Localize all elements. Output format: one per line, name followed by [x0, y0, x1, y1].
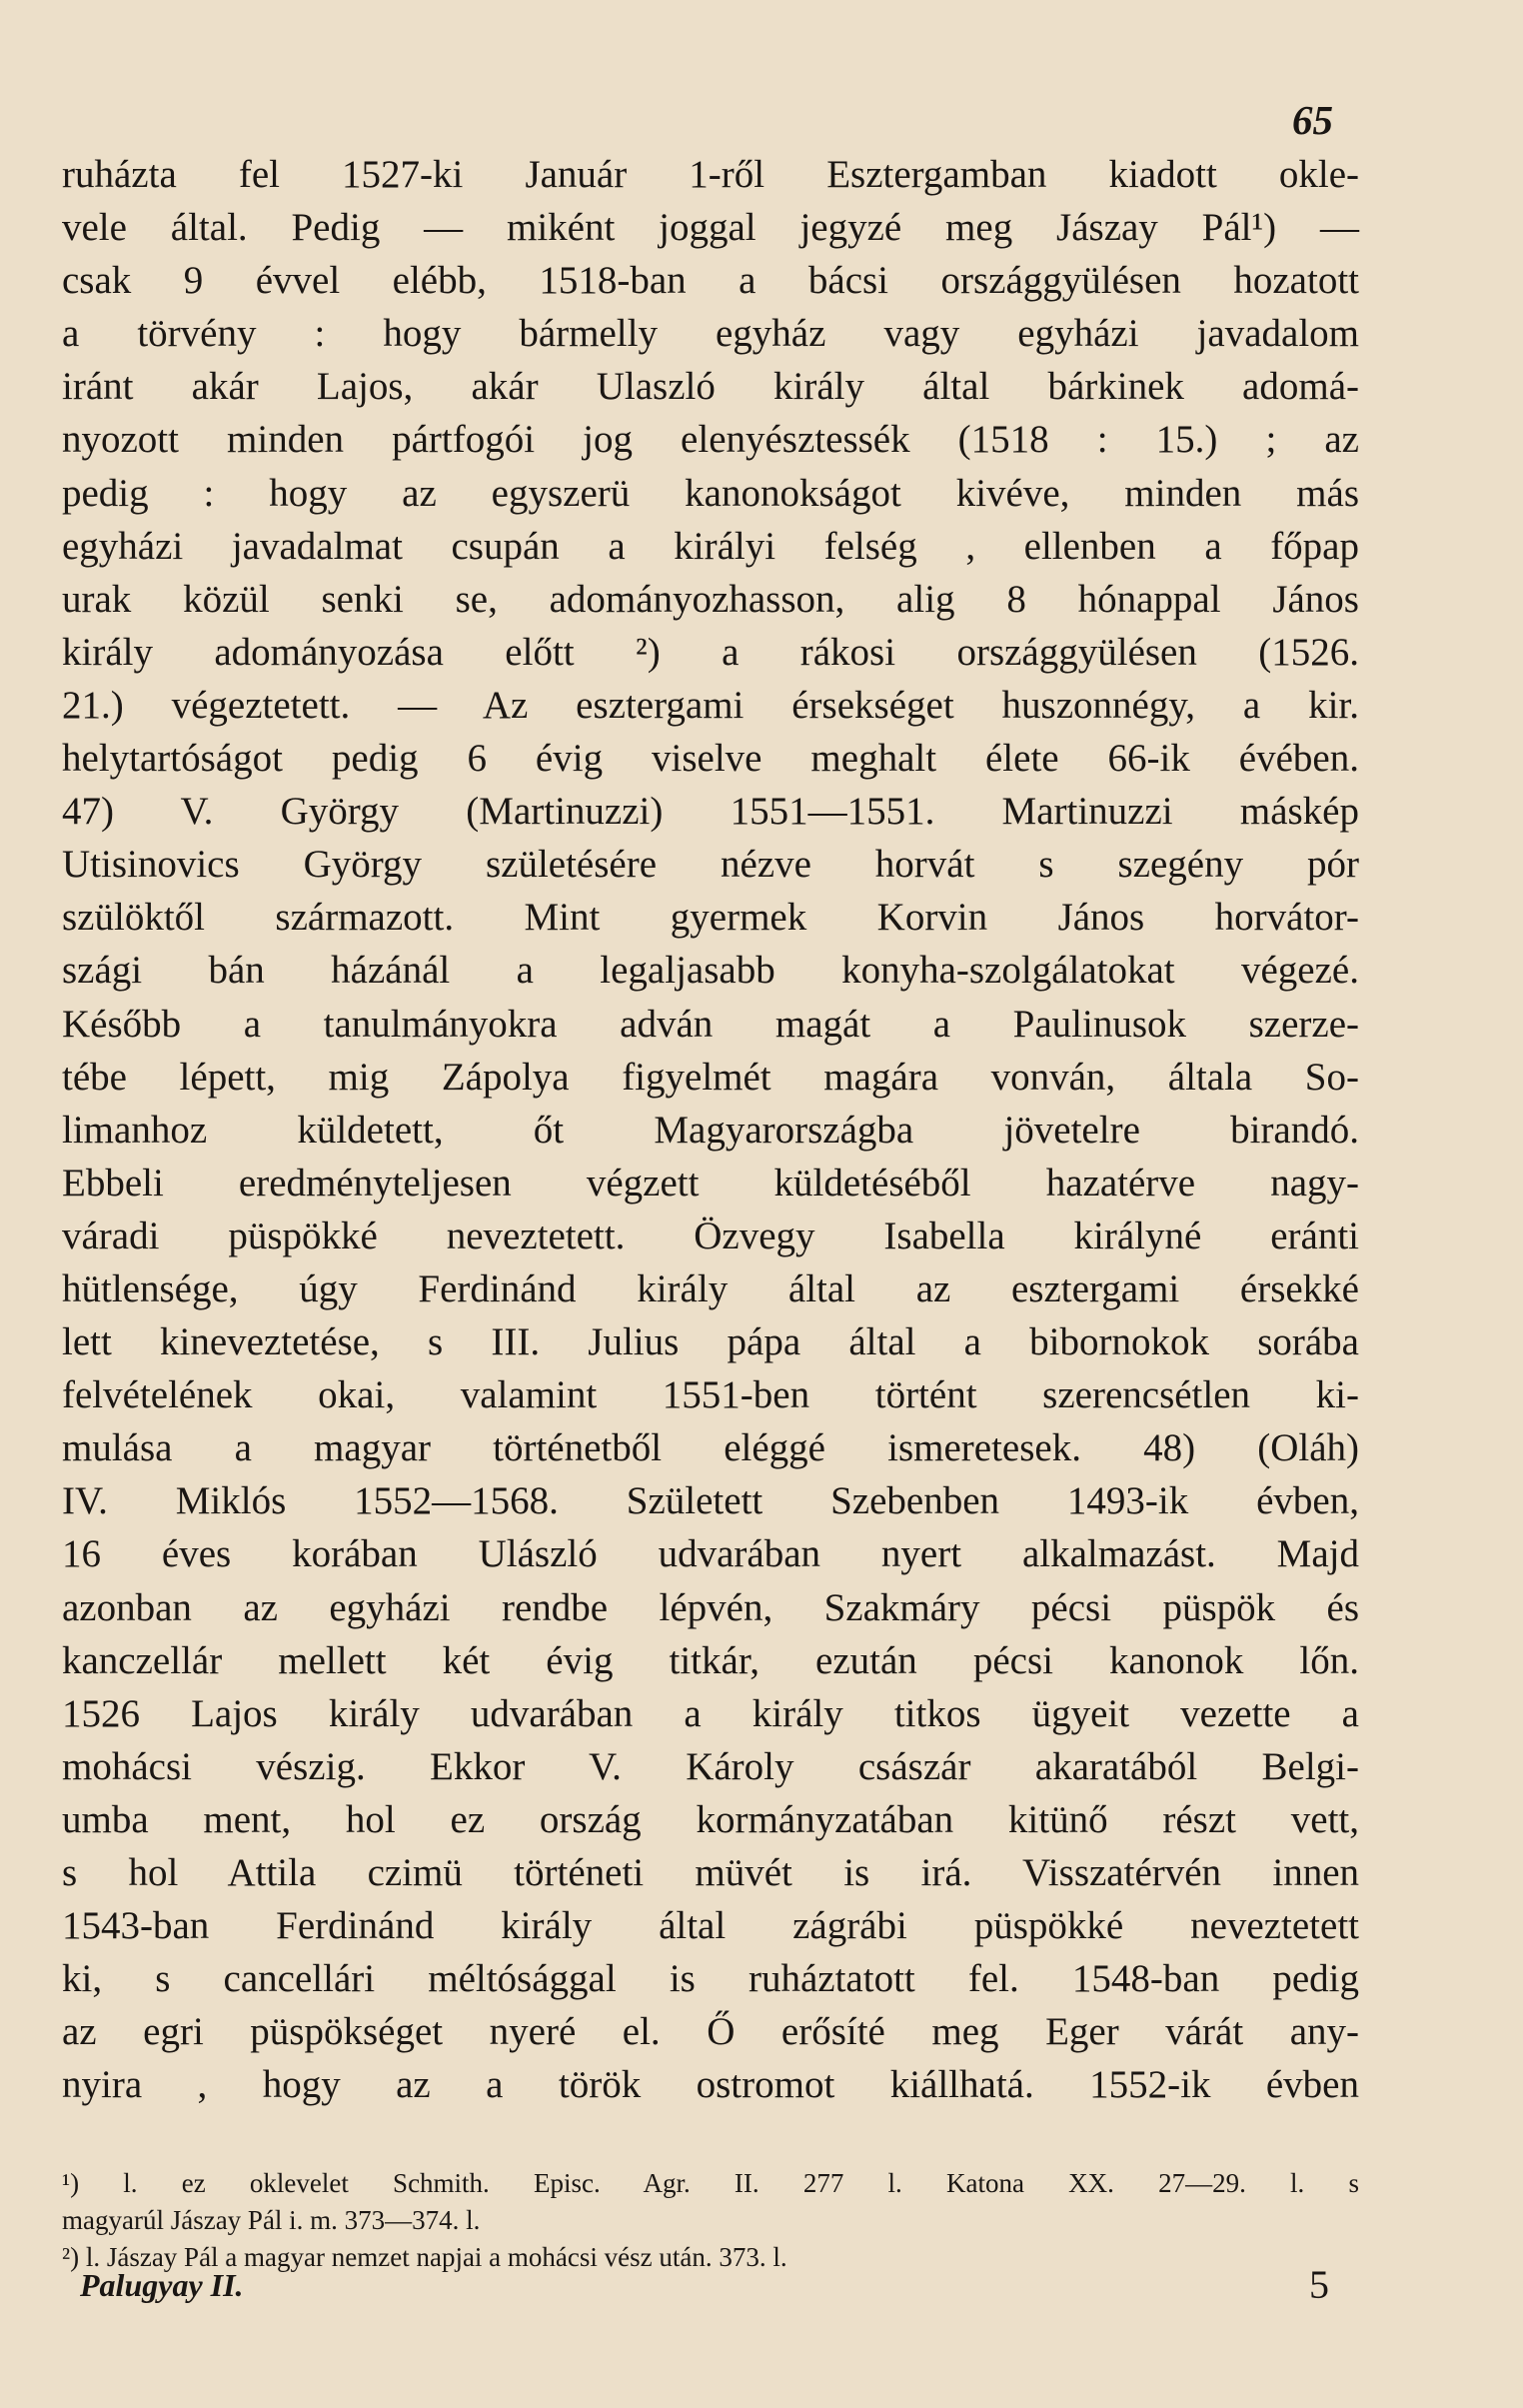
text-line: pedig : hogy az egyszerü kanonokságot kivéve, minden más — [62, 471, 1359, 515]
text-line: szági bán házánál a legaljasabb konyha-szolgálatokat végezé. — [62, 949, 1359, 993]
text-line: IV. Miklós 1552—1568. Született Szebenben 1493-ik évben, — [62, 1479, 1359, 1523]
footnote-line: ¹) l. ez oklevelet Schmith. Episc. Agr. II. 277 l. Katona XX. 27—29. l. s — [62, 2168, 1359, 2198]
text-line: umba ment, hol ez ország kormányzatában kitünő részt vett, — [62, 1797, 1359, 1841]
text-line: mohácsi vészig. Ekkor V. Károly császár akaratából Belgi- — [62, 1744, 1359, 1788]
signature-line — [80, 2261, 1339, 2309]
footnote-line: magyarúl Jászay Pál i. m. 373—374. l. — [62, 2205, 481, 2235]
text-line: nyozott minden pártfogói jog elenyésztessék (1518 : 15.) ; az — [62, 418, 1359, 462]
body-text — [62, 148, 1359, 2111]
footnotes — [62, 2165, 1359, 2276]
text-line: limanhoz küldetett, őt Magyarországba jövetelre birandó. — [62, 1108, 1359, 1152]
text-line: váradi püspökké neveztetett. Özvegy Isabella királyné eránti — [62, 1213, 1359, 1257]
text-line: azonban az egyházi rendbe lépvén, Szakmáry pécsi püspök és — [62, 1585, 1359, 1629]
text-line: az egri püspökséget nyeré el. Ő erősíté meg Eger várát any- — [62, 2010, 1359, 2054]
text-line: a törvény : hogy bármelly egyház vagy egyházi javadalom — [62, 312, 1359, 356]
text-line: 21.) végeztetett. — Az esztergami érsekséget huszonnégy, a kir. — [62, 683, 1359, 727]
text-line: lett kineveztetése, s III. Julius pápa által a bibornokok sorába — [62, 1320, 1359, 1364]
text-line: urak közül senki se, adományozhasson, alig 8 hónappal János — [62, 577, 1359, 621]
text-line: 1543-ban Ferdinánd király által zágrábi püspökké neveztetett — [62, 1904, 1359, 1948]
text-line: Később a tanulmányokra adván magát a Paulinusok szerze- — [62, 1002, 1359, 1046]
page-number: 65 — [1292, 97, 1333, 143]
text-line: 47) V. György (Martinuzzi) 1551—1551. Martinuzzi máskép — [62, 790, 1359, 834]
text-line: ki, s cancellári méltósággal is ruháztatott fel. 1548-ban pedig — [62, 1957, 1359, 2001]
text-line: helytartóságot pedig 6 évig viselve meghalt élete 66-ik évében. — [62, 737, 1359, 781]
text-line: nyira , hogy az a török ostromot kiállhatá. 1552-ik évben — [62, 2063, 1359, 2107]
text-line: egyházi javadalmat csupán a királyi felség , ellenben a főpap — [62, 524, 1359, 568]
text-line: Ebbeli eredményteljesen végzett küldetéséből hazatérve nagy- — [62, 1161, 1359, 1204]
text-line: csak 9 évvel elébb, 1518-ban a bácsi országgyülésen hozatott — [62, 259, 1359, 303]
signature-mark: Palugyay II. — [80, 2267, 244, 2303]
text-line: szülöktől származott. Mint gyermek Korvin János horvátor- — [62, 896, 1359, 940]
text-line: kanczellár mellett két évig titkár, ezután pécsi kanonok lőn. — [62, 1638, 1359, 1682]
signature-number: 5 — [1309, 2262, 1329, 2307]
text-line: vele által. Pedig — miként joggal jegyzé meg Jászay Pál¹) — — [62, 206, 1359, 250]
text-line: mulása a magyar történetből eléggé ismeretesek. 48) (Oláh) — [62, 1426, 1359, 1470]
footnote-line: ²) l. Jászay Pál a magyar nemzet napjai a mohácsi vész után. 373. l. — [62, 2242, 787, 2272]
text-line: ruházta fel 1527-ki Január 1-ről Esztergamban kiadott okle- — [62, 153, 1359, 196]
text-line: 16 éves korában Ulászló udvarában nyert alkalmazást. Majd — [62, 1532, 1359, 1576]
text-line: 1526 Lajos király udvarában a király titkos ügyeit vezette a — [62, 1691, 1359, 1735]
text-line: felvételének okai, valamint 1551-ben történt szerencsétlen ki- — [62, 1373, 1359, 1417]
text-line: Utisinovics György születésére nézve horvát s szegény pór — [62, 843, 1359, 887]
text-line: tébe lépett, mig Zápolya figyelmét magára vonván, általa So- — [62, 1055, 1359, 1099]
text-line: s hol Attila czimü történeti müvét is irá. Visszatérvén innen — [62, 1851, 1359, 1894]
text-line: király adományozása előtt ²) a rákosi országgyülésen (1526. — [62, 630, 1359, 674]
text-line: hütlensége, úgy Ferdinánd király által az esztergami érsekké — [62, 1266, 1359, 1310]
text-line: iránt akár Lajos, akár Ulaszló király által bárkinek adomá- — [62, 365, 1359, 409]
